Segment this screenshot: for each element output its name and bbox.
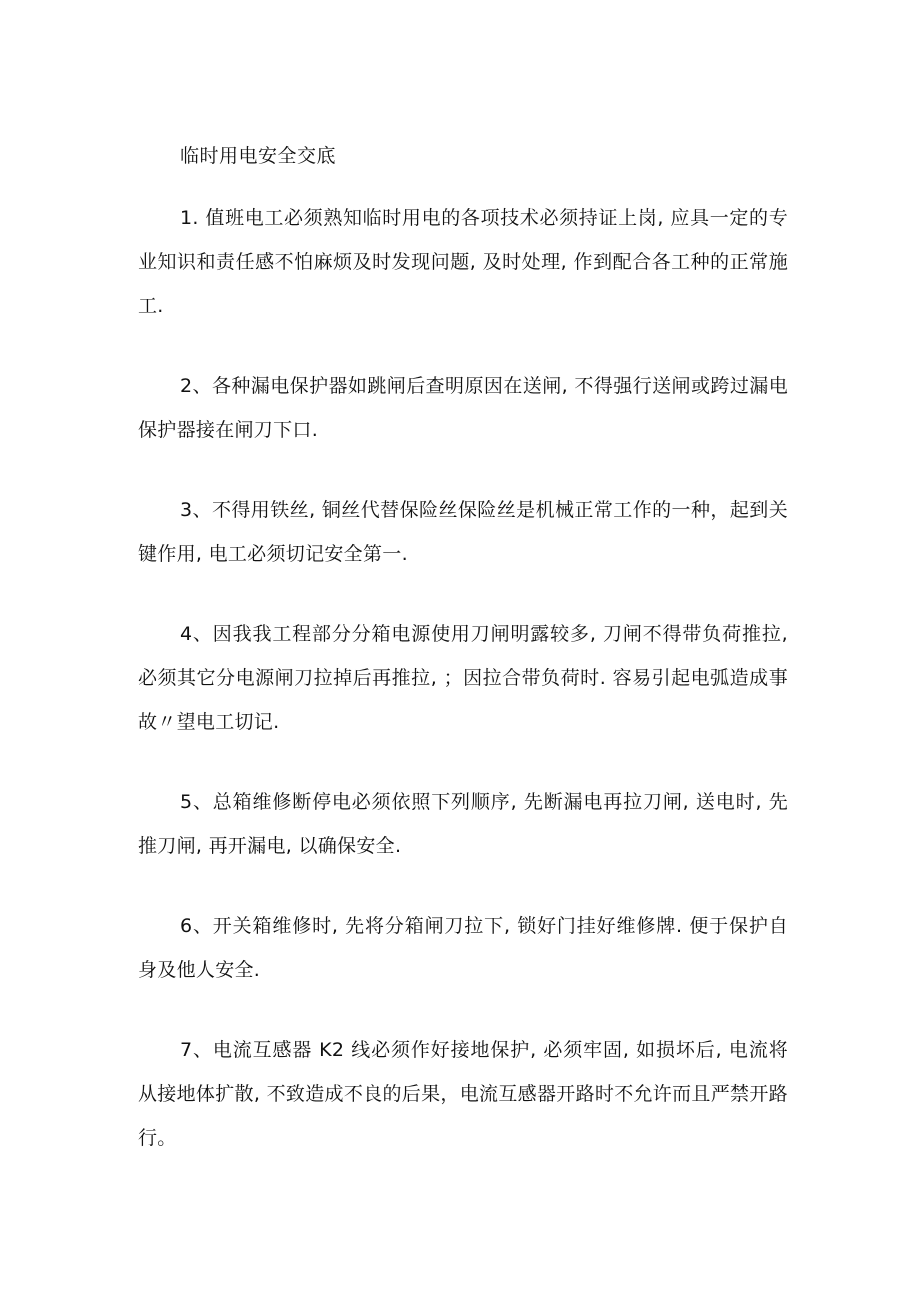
paragraph-2: 2、各种漏电保护器如跳闸后查明原因在送闸, 不得强行送闸或跨过漏电保护器接在闸刀下口. [138,375,788,441]
paragraph-5: 5、总箱维修断停电必须依照下列顺序, 先断漏电再拉刀闸, 送电时, 先推刀闸, 再开漏电, 以确保安全. [138,791,788,857]
document-body [138,196,788,1196]
document-title: 临时用电安全交底 [180,145,337,167]
paragraph-3: 3、不得用铁丝, 铜丝代替保险丝保险丝是机械正常工作的一种，起到关键作用, 电工必须切记安全第一. [138,499,788,565]
paragraph-7: 7、电流互感器 K2 线必须作好接地保护, 必须牢固, 如损坏后, 电流将从接地体扩散, 不致造成不良的后果，电流互感器开路时不允许而且严禁开路行。 [138,1039,788,1149]
paragraph-1: 1. 值班电工必须熟知临时用电的各项技术必须持证上岗, 应具一定的专业知识和责任感不怕麻烦及时发现问题, 及时处理, 作到配合各工种的正常施工. [138,207,788,317]
paragraph-4: 4、因我我工程部分分箱电源使用刀闸明露较多, 刀闸不得带负荷推拉, 必须其它分电源闸刀拉掉后再推拉, ；因拉合带负荷时. 容易引起电弧造成事故〃望电工切记. [138,623,788,733]
paragraph-6: 6、开关箱维修时, 先将分箱闸刀拉下, 锁好门挂好维修牌. 便于保护自身及他人安全. [138,915,788,981]
